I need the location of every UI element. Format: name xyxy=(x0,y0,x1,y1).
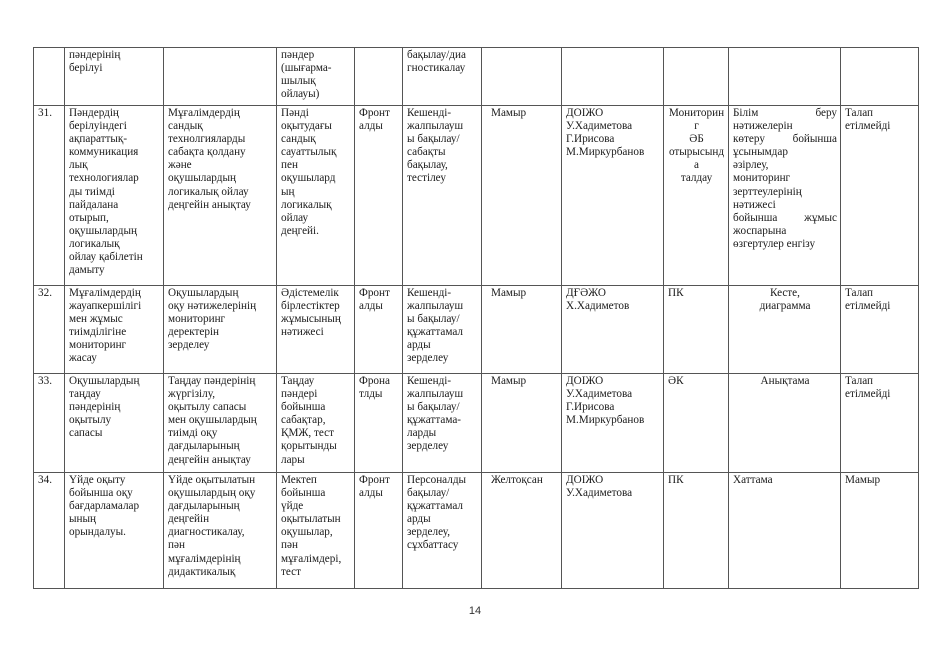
cell-line: сабақтар, xyxy=(281,414,326,427)
cell-line: сұхбаттасу xyxy=(407,539,459,552)
cell-line: Кесте, xyxy=(770,287,800,299)
cell-line: етілмейді xyxy=(845,300,891,313)
cell-line: және xyxy=(168,159,192,172)
cell-line: алды xyxy=(359,487,383,500)
cell-line: құжаттамал xyxy=(407,326,463,339)
cell-line: мониторинг xyxy=(69,339,127,352)
cell-line: лық xyxy=(69,159,88,172)
cell-responsible xyxy=(562,106,664,286)
cell-line: ларды xyxy=(407,427,437,440)
cell-line: оқытылатын xyxy=(281,513,341,526)
cell-line: отырысынд xyxy=(668,146,725,159)
cell-line: тиімділігіне xyxy=(69,326,127,339)
cell-line: Мектеп xyxy=(281,474,317,486)
cell-line: жұмысының xyxy=(281,313,341,326)
cell-goal xyxy=(164,473,277,589)
cell-line: деңгейін анықтау xyxy=(168,198,251,211)
cell-line: Талап xyxy=(845,107,874,119)
cell-line: Үйде оқыту xyxy=(69,474,126,486)
cell-line: г xyxy=(694,120,699,133)
cell-line: зерделеу xyxy=(407,352,449,365)
cell-responsible xyxy=(562,473,664,589)
cell-text: 32. xyxy=(38,287,52,299)
cell-line: ДОІЖО xyxy=(566,375,604,387)
cell-line: бойынша xyxy=(281,401,326,414)
cell-line: Персоналды xyxy=(407,474,467,486)
cell-line: У.Хадиметова xyxy=(566,487,633,500)
cell-line: Мониторин xyxy=(668,107,725,119)
cell-responsible xyxy=(562,48,664,106)
cell-line: бағдарламалар xyxy=(69,500,140,513)
cell-form xyxy=(355,374,403,473)
cell-line: Әдістемелік xyxy=(281,287,339,299)
cell-line: Талап xyxy=(845,375,874,387)
cell-line: дамыту xyxy=(69,264,105,277)
cell-line: ойлау xyxy=(281,211,309,224)
cell-line: ұсынымдар xyxy=(733,146,788,159)
cell-line: арды xyxy=(407,339,431,352)
cell-line: (шығарма- xyxy=(281,62,332,75)
cell-line: бойынша жұмыс xyxy=(733,211,837,224)
cell-line: орындалуы. xyxy=(69,526,126,539)
cell-text: Желтоқсан xyxy=(491,474,543,486)
cell-line: ы бақылау/ xyxy=(407,313,460,326)
cell-object xyxy=(277,286,355,374)
cell-line: пән xyxy=(281,539,298,552)
cell-line: ДОІЖО xyxy=(566,107,604,119)
cell-line: Кешенді- xyxy=(407,375,452,387)
cell-line: мен оқушылардың xyxy=(168,414,257,427)
cell-line: пайдалана xyxy=(69,198,119,211)
cell-form xyxy=(355,286,403,374)
cell-result xyxy=(729,374,841,473)
cell-line: Анықтама xyxy=(760,375,810,387)
cell-text: 34. xyxy=(38,474,52,486)
cell-text: Мамыр xyxy=(491,107,527,119)
cell-line: зерделеу xyxy=(407,440,449,453)
cell-line: әзірлеу, xyxy=(733,159,769,172)
cell-line: У.Хадиметова xyxy=(566,120,633,133)
cell-number xyxy=(34,473,65,589)
cell-line: логикалық xyxy=(69,237,120,250)
cell-line: оқушылард xyxy=(281,172,336,185)
cell-line: лары xyxy=(281,453,305,466)
cell-line: оқытудағы xyxy=(281,120,332,133)
cell-line: жасау xyxy=(69,352,97,365)
cell-method xyxy=(403,286,482,374)
cell-line: талдау xyxy=(680,172,713,185)
cell-line: сандық xyxy=(168,120,203,133)
cell-line: Кешенді- xyxy=(407,287,452,299)
cell-topic xyxy=(65,48,164,106)
cell-line: деңгейі. xyxy=(281,224,319,237)
cell-responsible xyxy=(562,374,664,473)
cell-term xyxy=(482,48,562,106)
cell-line: Үйде оқытылатын xyxy=(168,474,256,486)
cell-line: ды тиімді xyxy=(69,185,115,198)
cell-term xyxy=(482,286,562,374)
cell-responsible xyxy=(562,286,664,374)
cell-object xyxy=(277,473,355,589)
cell-line: ы бақылау/ xyxy=(407,401,460,414)
cell-line: оқушылар, xyxy=(281,526,333,539)
cell-line: етілмейді xyxy=(845,388,891,401)
cell-line: пәндерінің xyxy=(69,401,121,414)
cell-term xyxy=(482,106,562,286)
table-row xyxy=(34,48,919,106)
cell-method xyxy=(403,473,482,589)
cell-line: сабақта қолдану xyxy=(168,146,246,159)
cell-line: құжаттама- xyxy=(407,414,462,427)
cell-line: сауаттылық xyxy=(281,146,337,159)
cell-line: мұғалімдерінің xyxy=(168,552,241,565)
cell-result xyxy=(729,106,841,286)
cell-line: бақылау/диа xyxy=(407,49,466,61)
cell-line: жалпылауш xyxy=(407,300,464,313)
cell-line: Оқушылардың xyxy=(168,287,239,299)
cell-object xyxy=(277,374,355,473)
cell-object xyxy=(277,48,355,106)
cell-line: берілуі xyxy=(69,62,103,75)
cell-form xyxy=(355,473,403,589)
cell-line: ПК xyxy=(668,474,684,486)
table-row xyxy=(34,106,919,286)
cell-line: пәндерінің xyxy=(69,49,121,61)
cell-line: Талап xyxy=(845,287,874,299)
cell-line: ы бақылау/ xyxy=(407,133,460,146)
cell-line: ойлау қабілетін xyxy=(69,251,143,264)
cell-line: деректерін xyxy=(168,326,220,339)
cell-line: ының xyxy=(69,513,97,526)
cell-result xyxy=(729,48,841,106)
cell-line: Пәндердің xyxy=(69,107,119,119)
cell-line: ДОІЖО xyxy=(566,474,604,486)
cell-line: Х.Хадиметов xyxy=(566,300,630,313)
cell-line: зерделеу xyxy=(168,339,210,352)
cell-line: мен жұмыс xyxy=(69,313,123,326)
cell-line: пәндер xyxy=(281,49,315,61)
cell-line: сабақты xyxy=(407,146,446,159)
cell-line: қорытынды xyxy=(281,440,337,453)
cell-line: ақпараттық- xyxy=(69,133,128,146)
cell-line: дағдыларының xyxy=(168,500,240,513)
cell-line: жоспарына xyxy=(733,224,787,237)
page-number: 14 xyxy=(468,605,482,617)
cell-line: алды xyxy=(359,300,383,313)
cell-goal xyxy=(164,374,277,473)
cell-line: Мұғалімдердің xyxy=(168,107,240,119)
cell-line: М.Миркурбанов xyxy=(566,146,645,159)
cell-object xyxy=(277,106,355,286)
cell-line: тест xyxy=(281,565,301,578)
cell-line: Фронт xyxy=(359,474,390,486)
cell-secondary-control xyxy=(841,374,919,473)
cell-line: оқытылу xyxy=(69,414,112,427)
cell-line: ойлауы) xyxy=(281,88,320,101)
cell-line: дидактикалық xyxy=(168,565,236,578)
cell-review-place xyxy=(664,106,729,286)
cell-term xyxy=(482,473,562,589)
cell-line: оқу нәтижелерінің xyxy=(168,300,257,313)
cell-line: таңдау xyxy=(69,388,101,401)
cell-line: Фронт xyxy=(359,107,390,119)
cell-line: алды xyxy=(359,120,383,133)
cell-line: коммуникация xyxy=(69,146,139,159)
cell-text: Мамыр xyxy=(491,375,527,387)
cell-line: өзгертулер енгізу xyxy=(733,237,816,250)
cell-line: диаграмма xyxy=(759,300,811,313)
cell-number xyxy=(34,286,65,374)
cell-method xyxy=(403,106,482,286)
cell-line: нәтижелерін xyxy=(733,120,793,133)
table-row xyxy=(34,473,919,589)
cell-line: бойынша xyxy=(281,487,326,500)
cell-line: көтеру бойынша xyxy=(733,133,837,146)
cell-number xyxy=(34,374,65,473)
cell-form xyxy=(355,48,403,106)
cell-line: тестілеу xyxy=(407,172,446,185)
cell-line: құжаттамал xyxy=(407,500,463,513)
cell-line: деңгейін xyxy=(168,513,210,526)
cell-text: Мамыр xyxy=(491,287,527,299)
cell-line: нәтижесі xyxy=(281,326,324,339)
cell-line: тлды xyxy=(359,388,383,401)
cell-line: Фронт xyxy=(359,287,390,299)
cell-line: үйде xyxy=(281,500,304,513)
cell-line: жауапкершілігі xyxy=(69,300,142,313)
cell-topic xyxy=(65,374,164,473)
cell-line: Таңдау xyxy=(281,375,315,387)
cell-line: сапасы xyxy=(69,427,103,440)
cell-line: дағдыларының xyxy=(168,440,240,453)
cell-line: бірлестіктер xyxy=(281,300,340,313)
cell-line: гностикалау xyxy=(407,62,466,75)
cell-line: мониторинг xyxy=(168,313,226,326)
cell-line: ҚМЖ, тест xyxy=(281,427,335,440)
cell-goal xyxy=(164,286,277,374)
cell-review-place xyxy=(664,374,729,473)
cell-line: технологиялар xyxy=(69,172,139,185)
cell-review-place xyxy=(664,48,729,106)
cell-result xyxy=(729,473,841,589)
cell-line: берілуіндегі xyxy=(69,120,127,133)
cell-line: технолгияларды xyxy=(168,133,246,146)
cell-line: ӘК xyxy=(668,375,684,387)
cell-line: бойынша оқу xyxy=(69,487,133,500)
cell-secondary-control xyxy=(841,286,919,374)
cell-line: а xyxy=(694,159,699,172)
cell-line: Г.Ирисова xyxy=(566,401,615,414)
cell-topic xyxy=(65,473,164,589)
cell-line: Мұғалімдердің xyxy=(69,287,141,299)
cell-form xyxy=(355,106,403,286)
cell-line: бақылау, xyxy=(407,159,448,172)
cell-goal xyxy=(164,106,277,286)
cell-line: пен xyxy=(281,159,298,172)
cell-line: диагностикалау, xyxy=(168,526,245,539)
cell-line: Пәнді xyxy=(281,107,309,119)
cell-secondary-control xyxy=(841,473,919,589)
cell-goal xyxy=(164,48,277,106)
cell-line: У.Хадиметова xyxy=(566,388,633,401)
cell-line: нәтижесі xyxy=(733,198,776,211)
cell-line: М.Миркурбанов xyxy=(566,414,645,427)
cell-topic xyxy=(65,286,164,374)
cell-number xyxy=(34,48,65,106)
cell-line: сандық xyxy=(281,133,316,146)
cell-method xyxy=(403,48,482,106)
cell-line: мұғалімдері, xyxy=(281,552,342,565)
cell-line: мониторинг xyxy=(733,172,791,185)
cell-line: жалпылауш xyxy=(407,120,464,133)
cell-line: жалпылауш xyxy=(407,388,464,401)
cell-line: зерделеу, xyxy=(407,526,451,539)
cell-line: оқытылу сапасы xyxy=(168,401,247,414)
cell-line: ӘБ xyxy=(689,133,704,146)
cell-number xyxy=(34,106,65,286)
cell-line: тиімді оқу xyxy=(168,427,218,440)
cell-secondary-control xyxy=(841,48,919,106)
cell-term xyxy=(482,374,562,473)
cell-topic xyxy=(65,106,164,286)
cell-line: ПК xyxy=(668,287,684,299)
cell-line: Мамыр xyxy=(845,474,881,486)
cell-line: ың xyxy=(281,185,295,198)
cell-line: Г.Ирисова xyxy=(566,133,615,146)
cell-text: 31. xyxy=(38,107,52,119)
cell-line: арды xyxy=(407,513,431,526)
cell-line: Хаттама xyxy=(733,474,773,486)
cell-line: зерттеулерінің xyxy=(733,185,802,198)
cell-line: Фрона xyxy=(359,375,390,387)
cell-line: Білім беру xyxy=(733,107,837,119)
cell-method xyxy=(403,374,482,473)
cell-line: етілмейді xyxy=(845,120,891,133)
cell-line: деңгейін анықтау xyxy=(168,453,251,466)
cell-line: Таңдау пәндерінің xyxy=(168,375,256,387)
cell-line: отырып, xyxy=(69,211,109,224)
cell-line: пән xyxy=(168,539,185,552)
table-row xyxy=(34,286,919,374)
cell-line: оқушылардың оқу xyxy=(168,487,256,500)
cell-line: оқушылардың xyxy=(168,172,236,185)
cell-line: пәндері xyxy=(281,388,318,401)
cell-result xyxy=(729,286,841,374)
cell-line: шылық xyxy=(281,75,316,88)
control-plan-table xyxy=(33,47,919,589)
cell-line: Кешенді- xyxy=(407,107,452,119)
cell-line: оқушылардың xyxy=(69,224,137,237)
cell-line: бақылау/ xyxy=(407,487,450,500)
cell-line: логикалық xyxy=(281,198,332,211)
cell-line: логикалық ойлау xyxy=(168,185,249,198)
cell-line: жүргізілу, xyxy=(168,388,215,401)
cell-secondary-control xyxy=(841,106,919,286)
cell-text: 33. xyxy=(38,375,52,387)
cell-line: Оқушылардың xyxy=(69,375,140,387)
table-row xyxy=(34,374,919,473)
cell-review-place xyxy=(664,473,729,589)
cell-line: ДҒӘЖО xyxy=(566,287,607,299)
cell-review-place xyxy=(664,286,729,374)
